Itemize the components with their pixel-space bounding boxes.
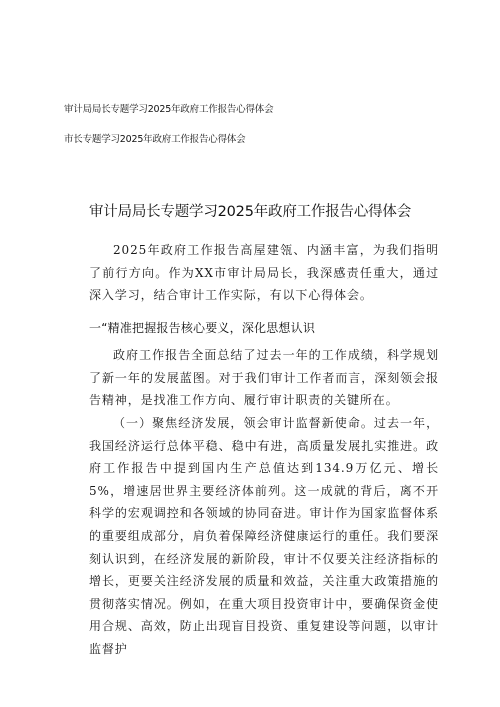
toc-entry-2: 市长专题学习2025年政府工作报告心得体会 [64,134,246,145]
article-title: 审计局局长专题学习2025年政府工作报告心得体会 [88,204,412,220]
toc-entry-1: 审计局局长专题学习2025年政府工作报告心得体会 [64,104,274,115]
section-heading-1: 一“精准把握报告核心要义，深化思想认识 [89,321,316,335]
section1-paragraph-2: （一）聚焦经济发展，领会审计监督新使命。过去一年，我国经济运行总体平稳、稳中有进，高质量发展扎实推进。政府工作报告中提到国内生产总值达到134.9万亿元、增长5%，增速居世界主要经济体前列。这一成就的背后，离不开科学的宏观调控和各领域的协同奋进。审计作为国家监督体系的重要组成部分，肩负着保障经济健康运行的重任。我们要深刻认识到，在经济发展的新阶段，审计不仅要关注经济指标的增长，更要关注经济发展的质量和效益，关注重大政策措施的贯彻落实情况。例如，在重大项目投资审计中，要确保资金使用合规、高效，防止出现盲目投资、重复建设等问题，以审计监督护 [89,416,439,656]
section1-paragraph-1: 政府工作报告全面总结了过去一年的工作成绩，科学规划了新一年的发展蓝图。对于我们审计工作者而言，深刻领会报告精神，是找准工作方向、履行审计职责的关键所在。 [89,348,439,408]
intro-paragraph: 2025年政府工作报告高屋建瓴、内涵丰富，为我们指明了前行方向。作为XX市审计局局长，我深感责任重大，通过深入学习，结合审计工作实际，有以下心得体会。 [89,243,439,303]
